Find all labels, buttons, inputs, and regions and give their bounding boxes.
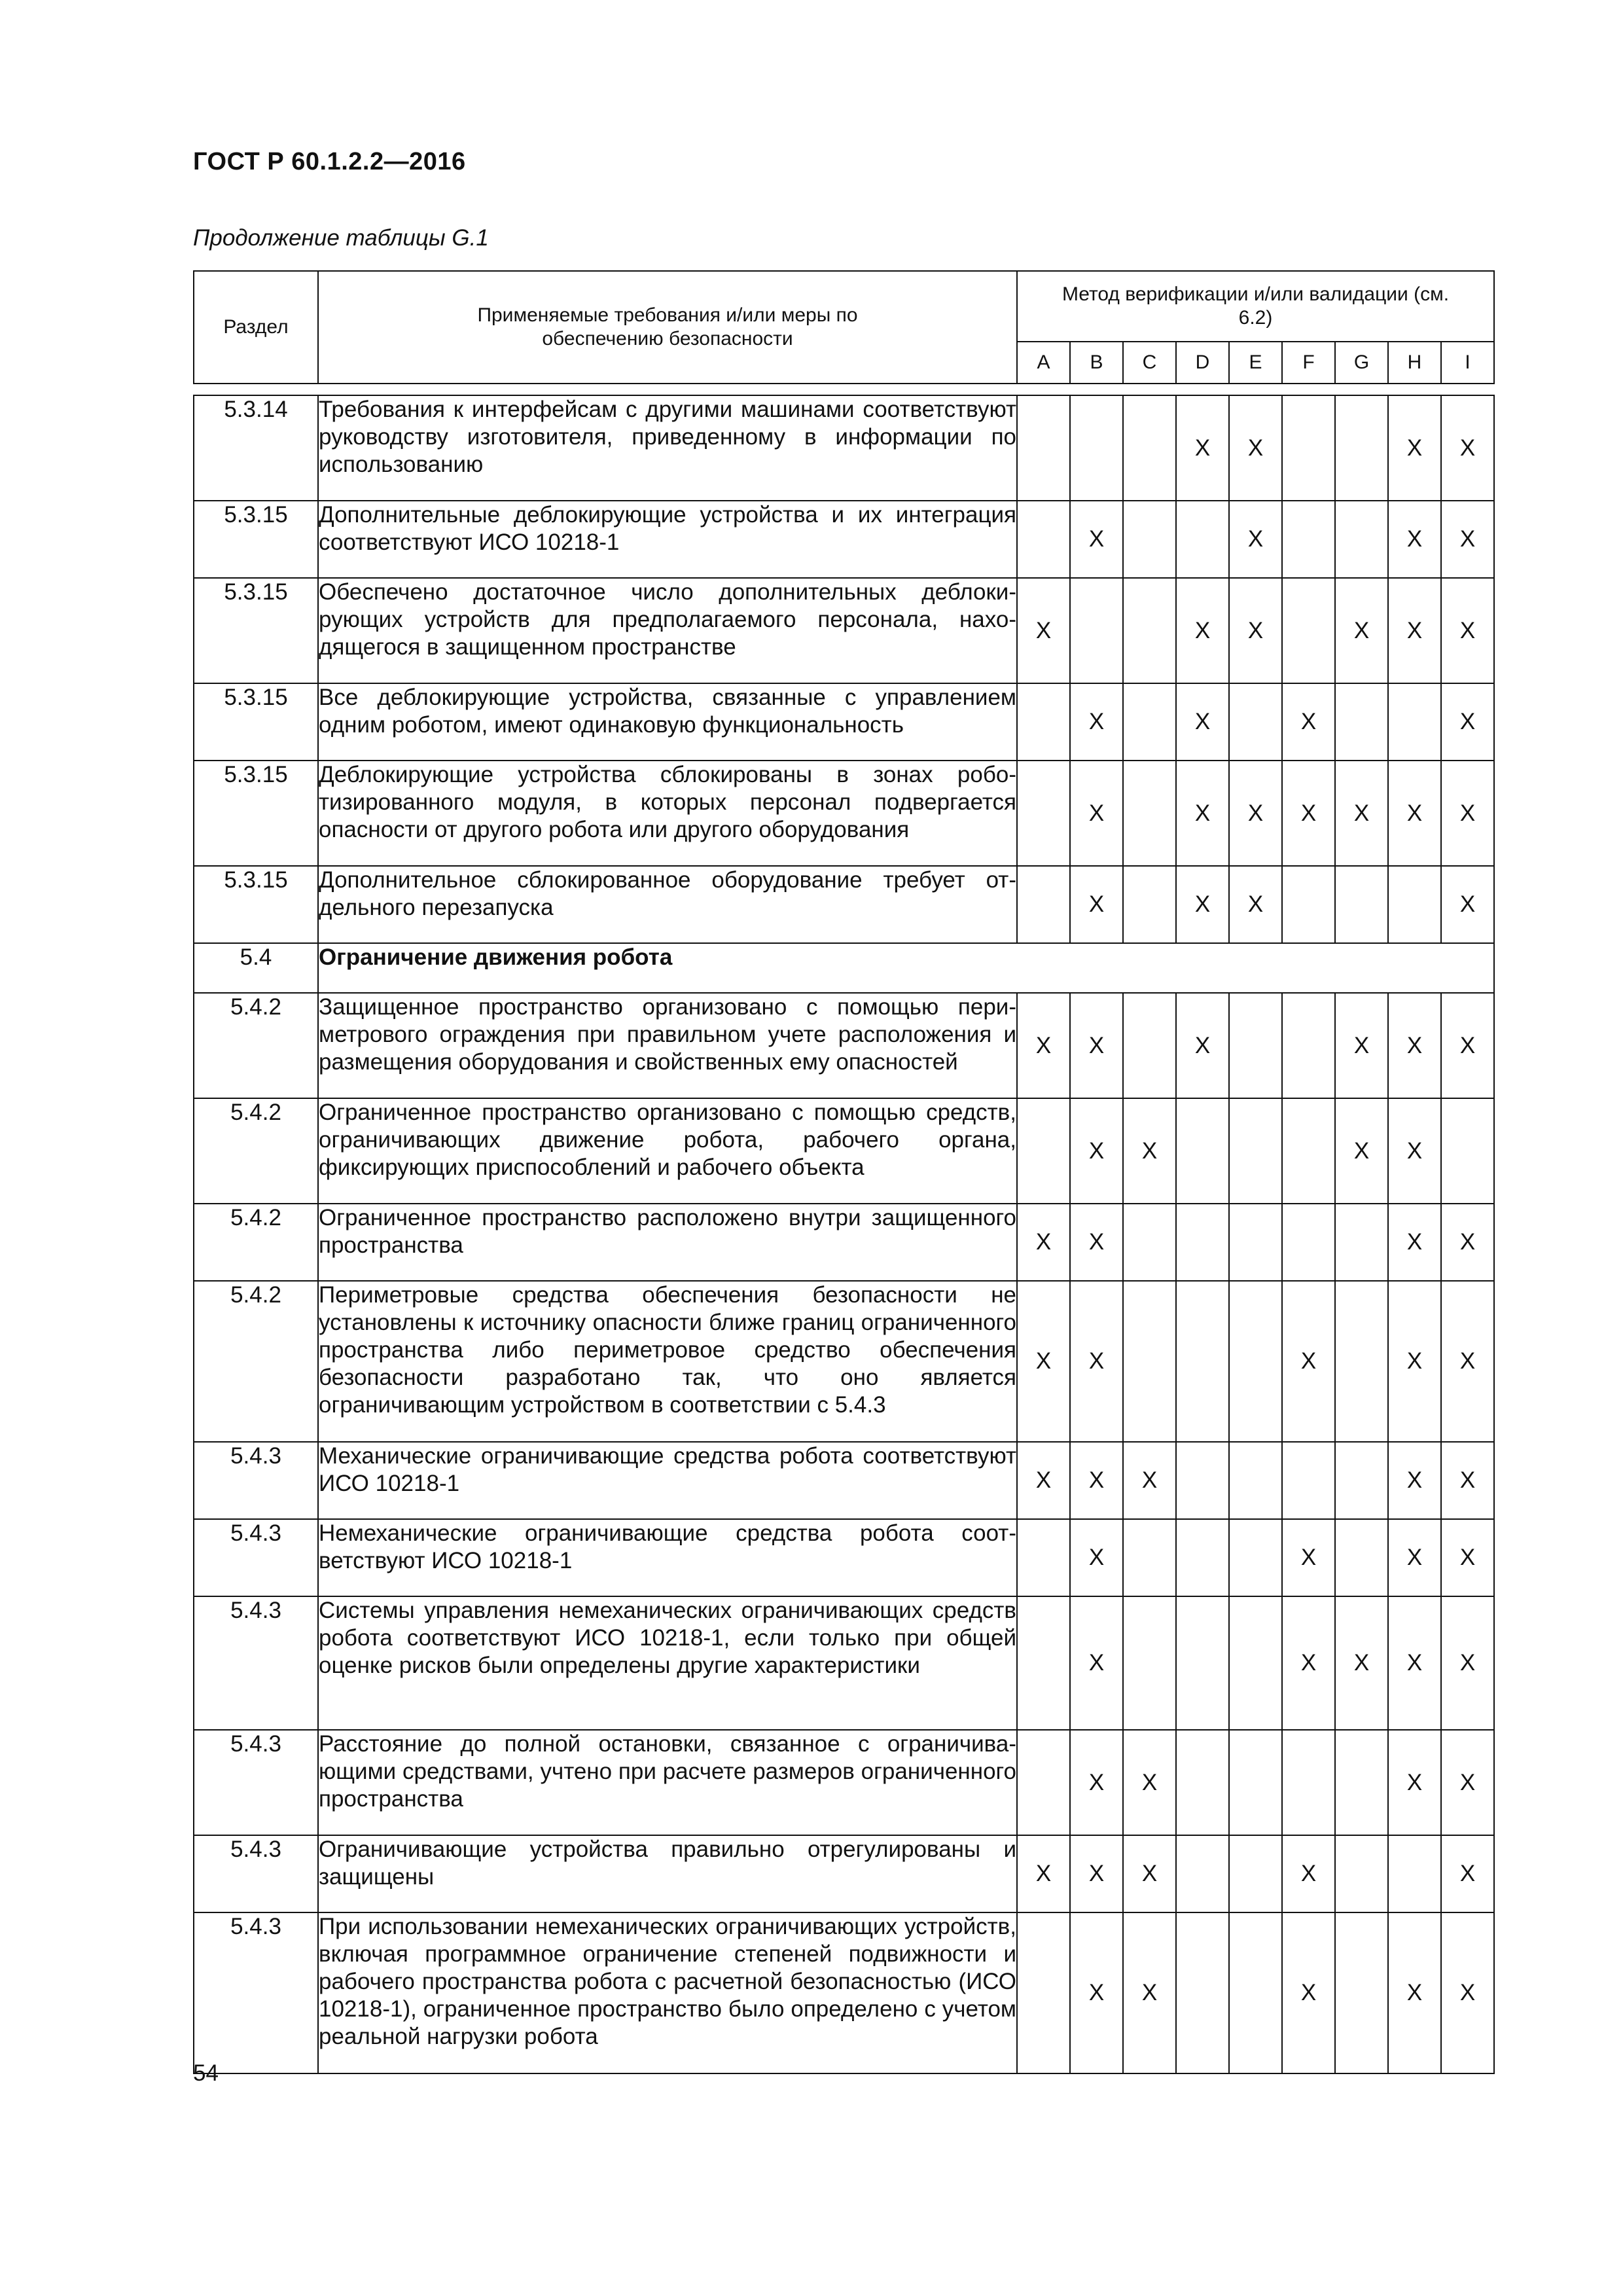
table-row	[194, 578, 1494, 683]
row-section: 5.3.15	[194, 501, 318, 578]
method-mark-c	[1123, 501, 1176, 578]
row-requirement: Требования к интерфейсам с другими машинами соответствуют руководству изготовителя, приведенному в информации по использованию	[318, 395, 1017, 501]
group-heading: Ограничение движения робота	[318, 943, 1494, 993]
method-mark-h: X	[1388, 1912, 1441, 2073]
row-section: 5.4.2	[194, 1098, 318, 1204]
method-mark-c: X	[1123, 1912, 1176, 2073]
method-mark-e	[1229, 993, 1282, 1098]
method-mark-e	[1229, 1596, 1282, 1730]
method-header-b: B	[1070, 342, 1123, 384]
method-mark-i	[1441, 1098, 1494, 1204]
method-mark-d: X	[1176, 578, 1229, 683]
method-mark-a	[1017, 395, 1070, 501]
method-mark-h: X	[1388, 395, 1441, 501]
row-section: 5.4.3	[194, 1596, 318, 1730]
method-mark-c	[1123, 683, 1176, 761]
document-header: ГОСТ Р 60.1.2.2—2016	[193, 148, 466, 175]
method-mark-g	[1335, 683, 1388, 761]
method-mark-e: X	[1229, 866, 1282, 943]
method-mark-g	[1335, 1835, 1388, 1912]
header-requirements	[318, 271, 1017, 384]
row-requirement: При использовании немеханических ограничивающих устройств, включая программное ограничение степеней подвижности и рабочего пространства робота с расчетной безопасностью (ИСО 10218-1), ограниченное пространство было определено с учетом реальной нагрузки робота	[318, 1912, 1017, 2073]
method-header-e: E	[1229, 342, 1282, 384]
row-section: 5.4.3	[194, 1730, 318, 1835]
method-mark-e	[1229, 1442, 1282, 1519]
table-row	[194, 1098, 1494, 1204]
table-row	[194, 1204, 1494, 1281]
method-mark-h: X	[1388, 1519, 1441, 1596]
method-mark-e: X	[1229, 501, 1282, 578]
row-section: 5.3.15	[194, 761, 318, 866]
method-mark-h: X	[1388, 501, 1441, 578]
method-mark-d: X	[1176, 395, 1229, 501]
method-mark-f	[1282, 1098, 1335, 1204]
row-requirement: Обеспечено достаточное число дополнительных деблокирующих устройств для предполагаемого персонала, находящегося в защищенном пространстве	[318, 578, 1017, 683]
method-mark-a	[1017, 1596, 1070, 1730]
method-mark-c	[1123, 1596, 1176, 1730]
method-mark-g	[1335, 501, 1388, 578]
method-mark-h	[1388, 866, 1441, 943]
method-header-f: F	[1282, 342, 1335, 384]
method-mark-e	[1229, 1730, 1282, 1835]
method-mark-g: X	[1335, 1596, 1388, 1730]
table-row	[194, 943, 1494, 993]
method-mark-g	[1335, 1442, 1388, 1519]
header-section: Раздел	[194, 271, 318, 384]
row-section: 5.4.2	[194, 993, 318, 1098]
method-mark-d	[1176, 1281, 1229, 1442]
page-number: 54	[193, 2060, 219, 2086]
table-row	[194, 1519, 1494, 1596]
row-section: 5.4.2	[194, 1204, 318, 1281]
method-mark-g	[1335, 1519, 1388, 1596]
method-mark-g: X	[1335, 993, 1388, 1098]
method-mark-h	[1388, 683, 1441, 761]
method-mark-f: X	[1282, 683, 1335, 761]
method-mark-d	[1176, 1442, 1229, 1519]
method-mark-a: X	[1017, 1204, 1070, 1281]
method-mark-c: X	[1123, 1442, 1176, 1519]
row-requirement: Защищенное пространство организовано с помощью периметрового ограждения при правильном учете расположения и размещения оборудования и свойственных ему опасностей	[318, 993, 1017, 1098]
method-mark-h: X	[1388, 1204, 1441, 1281]
method-mark-i: X	[1441, 578, 1494, 683]
method-header-a: A	[1017, 342, 1070, 384]
method-mark-c	[1123, 1519, 1176, 1596]
method-mark-d	[1176, 1098, 1229, 1204]
row-section: 5.4.3	[194, 1519, 318, 1596]
method-mark-g: X	[1335, 1098, 1388, 1204]
method-mark-a: X	[1017, 1442, 1070, 1519]
row-section: 5.3.14	[194, 395, 318, 501]
row-requirement: Периметровые средства обеспечения безопасности не установлены к источнику опасности ближе границ ограниченного пространства либо периметровое средство обеспечения безопасности разработано так, что оно является ограничивающим устройством в соответствии с 5.4.3	[318, 1281, 1017, 1442]
table-row	[194, 501, 1494, 578]
row-requirement: Дополнительное сблокированное оборудование требует отдельного перезапуска	[318, 866, 1017, 943]
method-mark-a	[1017, 1730, 1070, 1835]
method-mark-h: X	[1388, 1098, 1441, 1204]
method-mark-b: X	[1070, 1442, 1123, 1519]
method-mark-f	[1282, 1730, 1335, 1835]
method-mark-b: X	[1070, 683, 1123, 761]
method-mark-i: X	[1441, 1835, 1494, 1912]
table-row	[194, 1281, 1494, 1442]
method-mark-f: X	[1282, 1281, 1335, 1442]
method-mark-e	[1229, 683, 1282, 761]
table-row	[194, 866, 1494, 943]
method-mark-d	[1176, 1912, 1229, 2073]
header-requirements-text: Применяемые требования и/или меры по обеспечению безопасности	[477, 304, 858, 350]
method-mark-e	[1229, 1098, 1282, 1204]
method-mark-b: X	[1070, 1912, 1123, 2073]
method-header-d: D	[1176, 342, 1229, 384]
header-separator	[194, 384, 1494, 395]
method-mark-a	[1017, 501, 1070, 578]
method-mark-g: X	[1335, 578, 1388, 683]
method-mark-a	[1017, 1912, 1070, 2073]
row-requirement: Системы управления немеханических ограничивающих средств робота соответствуют ИСО 10218-1, если только при общей оценке рисков были определены другие характеристики	[318, 1596, 1017, 1730]
method-mark-g: X	[1335, 761, 1388, 866]
table-row	[194, 1730, 1494, 1835]
method-mark-h: X	[1388, 578, 1441, 683]
row-requirement: Ограниченное пространство организовано с помощью средств, ограничивающих движение робота, рабочего органа, фиксирующих приспособлений и рабочего объекта	[318, 1098, 1017, 1204]
method-mark-g	[1335, 1912, 1388, 2073]
method-mark-b	[1070, 578, 1123, 683]
method-mark-c	[1123, 1281, 1176, 1442]
method-mark-a: X	[1017, 993, 1070, 1098]
method-mark-b	[1070, 395, 1123, 501]
row-section: 5.4.3	[194, 1442, 318, 1519]
method-mark-b: X	[1070, 1098, 1123, 1204]
method-mark-f: X	[1282, 1519, 1335, 1596]
row-section: 5.4.2	[194, 1281, 318, 1442]
method-mark-i: X	[1441, 1204, 1494, 1281]
method-mark-d: X	[1176, 866, 1229, 943]
method-mark-b: X	[1070, 501, 1123, 578]
method-mark-e	[1229, 1519, 1282, 1596]
header-method-group	[1017, 271, 1494, 342]
method-mark-h	[1388, 1835, 1441, 1912]
method-mark-f	[1282, 578, 1335, 683]
method-mark-f	[1282, 501, 1335, 578]
table-row	[194, 1442, 1494, 1519]
method-mark-i: X	[1441, 683, 1494, 761]
method-mark-i: X	[1441, 1596, 1494, 1730]
method-mark-d: X	[1176, 683, 1229, 761]
method-mark-i: X	[1441, 993, 1494, 1098]
table-caption: Продолжение таблицы G.1	[193, 225, 489, 251]
row-requirement: Все деблокирующие устройства, связанные с управлением одним роботом, имеют одинаковую функциональность	[318, 683, 1017, 761]
method-mark-h: X	[1388, 993, 1441, 1098]
method-mark-d	[1176, 1519, 1229, 1596]
method-mark-a	[1017, 1519, 1070, 1596]
method-mark-i: X	[1441, 501, 1494, 578]
method-mark-g	[1335, 1204, 1388, 1281]
method-mark-e	[1229, 1835, 1282, 1912]
method-mark-h: X	[1388, 1281, 1441, 1442]
table-row	[194, 1596, 1494, 1730]
method-mark-d	[1176, 1730, 1229, 1835]
method-mark-c	[1123, 1204, 1176, 1281]
method-mark-d: X	[1176, 993, 1229, 1098]
method-mark-f	[1282, 1204, 1335, 1281]
method-mark-e: X	[1229, 578, 1282, 683]
method-mark-h: X	[1388, 761, 1441, 866]
row-requirement: Механические ограничивающие средства робота соответствуют ИСО 10218-1	[318, 1442, 1017, 1519]
verification-table	[193, 270, 1495, 2074]
method-mark-a: X	[1017, 578, 1070, 683]
method-mark-f	[1282, 1442, 1335, 1519]
method-mark-i: X	[1441, 1912, 1494, 2073]
method-mark-f: X	[1282, 1912, 1335, 2073]
method-mark-g	[1335, 395, 1388, 501]
table-row	[194, 1912, 1494, 2073]
method-mark-d: X	[1176, 761, 1229, 866]
method-mark-f: X	[1282, 1835, 1335, 1912]
row-section: 5.3.15	[194, 578, 318, 683]
method-header-c: C	[1123, 342, 1176, 384]
method-mark-b: X	[1070, 1596, 1123, 1730]
table-row	[194, 395, 1494, 501]
table-row	[194, 1835, 1494, 1912]
method-mark-a	[1017, 761, 1070, 866]
method-mark-g	[1335, 866, 1388, 943]
method-header-h: H	[1388, 342, 1441, 384]
method-mark-i: X	[1441, 1730, 1494, 1835]
method-mark-e: X	[1229, 761, 1282, 866]
row-requirement: Ограниченное пространство расположено внутри защищенного пространства	[318, 1204, 1017, 1281]
method-mark-c: X	[1123, 1730, 1176, 1835]
method-mark-h: X	[1388, 1442, 1441, 1519]
method-mark-i: X	[1441, 866, 1494, 943]
row-requirement: Деблокирующие устройства сблокированы в зонах роботизированного модуля, в которых персонал подвергается опасности от другого робота или другого оборудования	[318, 761, 1017, 866]
method-mark-c: X	[1123, 1835, 1176, 1912]
method-mark-i: X	[1441, 395, 1494, 501]
method-mark-f	[1282, 993, 1335, 1098]
method-mark-d	[1176, 1835, 1229, 1912]
method-mark-a: X	[1017, 1835, 1070, 1912]
method-mark-b: X	[1070, 993, 1123, 1098]
method-mark-a	[1017, 1098, 1070, 1204]
method-mark-i: X	[1441, 1519, 1494, 1596]
row-requirement: Расстояние до полной остановки, связанное с ограничивающими средствами, учтено при расчете размеров ограниченного пространства	[318, 1730, 1017, 1835]
row-requirement: Немеханические ограничивающие средства робота соответствуют ИСО 10218-1	[318, 1519, 1017, 1596]
method-mark-b: X	[1070, 761, 1123, 866]
method-mark-c	[1123, 761, 1176, 866]
method-mark-h: X	[1388, 1730, 1441, 1835]
method-mark-i: X	[1441, 761, 1494, 866]
row-section: 5.4.3	[194, 1912, 318, 2073]
table-row	[194, 993, 1494, 1098]
method-mark-c: X	[1123, 1098, 1176, 1204]
method-mark-c	[1123, 993, 1176, 1098]
method-mark-e	[1229, 1281, 1282, 1442]
method-mark-b: X	[1070, 866, 1123, 943]
method-mark-b: X	[1070, 1835, 1123, 1912]
method-mark-b: X	[1070, 1204, 1123, 1281]
row-section: 5.4	[194, 943, 318, 993]
method-mark-c	[1123, 578, 1176, 683]
method-mark-b: X	[1070, 1519, 1123, 1596]
method-mark-c	[1123, 866, 1176, 943]
method-mark-e	[1229, 1204, 1282, 1281]
method-mark-b: X	[1070, 1281, 1123, 1442]
row-requirement: Ограничивающие устройства правильно отрегулированы и защищены	[318, 1835, 1017, 1912]
method-mark-a	[1017, 683, 1070, 761]
method-mark-d	[1176, 1204, 1229, 1281]
method-mark-f: X	[1282, 761, 1335, 866]
method-mark-i: X	[1441, 1281, 1494, 1442]
method-mark-b: X	[1070, 1730, 1123, 1835]
row-section: 5.4.3	[194, 1835, 318, 1912]
table-row	[194, 683, 1494, 761]
row-section: 5.3.15	[194, 683, 318, 761]
method-mark-a	[1017, 866, 1070, 943]
method-mark-d	[1176, 1596, 1229, 1730]
header-method-group-text: Метод верификации и/или валидации (см. 6.2)	[1061, 283, 1450, 329]
method-mark-h: X	[1388, 1596, 1441, 1730]
method-mark-c	[1123, 395, 1176, 501]
method-mark-d	[1176, 501, 1229, 578]
method-mark-g	[1335, 1730, 1388, 1835]
table-row	[194, 761, 1494, 866]
row-section: 5.3.15	[194, 866, 318, 943]
method-mark-f: X	[1282, 1596, 1335, 1730]
method-header-i: I	[1441, 342, 1494, 384]
method-mark-e	[1229, 1912, 1282, 2073]
method-mark-f	[1282, 395, 1335, 501]
method-mark-a: X	[1017, 1281, 1070, 1442]
row-requirement: Дополнительные деблокирующие устройства и их интеграция соответствуют ИСО 10218-1	[318, 501, 1017, 578]
method-header-g: G	[1335, 342, 1388, 384]
method-mark-e: X	[1229, 395, 1282, 501]
method-mark-i: X	[1441, 1442, 1494, 1519]
method-mark-f	[1282, 866, 1335, 943]
method-mark-g	[1335, 1281, 1388, 1442]
